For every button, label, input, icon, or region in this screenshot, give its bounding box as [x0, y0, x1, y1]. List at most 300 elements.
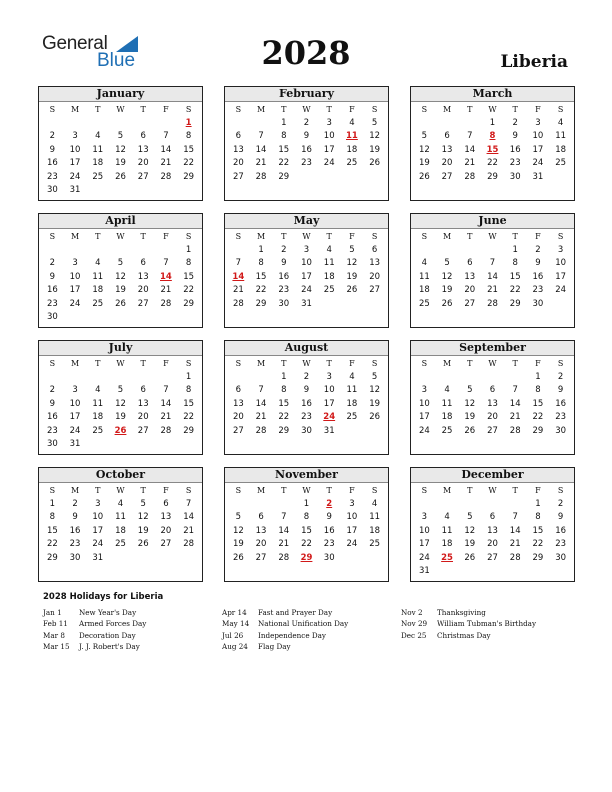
empty-cell: [227, 438, 250, 452]
weekday-label: S: [371, 232, 378, 241]
empty-cell: [363, 184, 386, 198]
day-cell: 29: [532, 552, 544, 563]
day-cell: 25: [346, 412, 358, 422]
empty-cell: [155, 438, 178, 452]
day-cell: 22: [183, 285, 195, 295]
day-cell: 31: [301, 298, 312, 309]
day-cell: 13: [137, 271, 149, 282]
weekday-label: W: [116, 105, 125, 114]
day-cell: 22: [487, 158, 498, 168]
empty-cell: [86, 438, 109, 452]
empty-cell: [436, 498, 459, 512]
weekday-label: S: [235, 105, 242, 114]
day-cell: 28: [160, 171, 172, 182]
empty-cell: [413, 438, 436, 452]
day-cell: 22: [509, 285, 521, 295]
day-cell: 11: [441, 398, 453, 409]
day-cell: 20: [137, 158, 149, 168]
weekday-label: M: [442, 105, 452, 114]
day-cell: 19: [115, 158, 126, 168]
day-cell: 21: [232, 285, 244, 295]
holiday-date: Dec 25: [401, 630, 427, 640]
month-days: [411, 483, 574, 581]
weekday-label: T: [512, 232, 518, 241]
day-cell: 23: [46, 425, 58, 436]
month-title: March: [411, 87, 574, 102]
day-cell: 16: [46, 285, 58, 295]
day-cell: 5: [117, 385, 124, 395]
day-cell: 18: [92, 412, 104, 422]
day-cell: 27: [137, 171, 149, 182]
day-cell: 11: [323, 258, 335, 268]
holiday-name: Decoration Day: [79, 630, 136, 640]
day-cell: 21: [464, 158, 476, 168]
weekday-label: M: [256, 232, 266, 241]
day-cell: 29: [183, 298, 195, 309]
holiday-name: Christmas Day: [437, 630, 491, 640]
day-cell: 23: [509, 158, 521, 168]
month-january: [38, 86, 203, 201]
day-cell: 19: [137, 525, 149, 536]
day-cell: 1: [281, 117, 287, 128]
empty-cell: [272, 184, 295, 198]
day-cell: 24: [346, 539, 358, 549]
month-days: [225, 229, 388, 327]
day-cell: 12: [418, 144, 430, 155]
weekday-label: W: [116, 486, 125, 495]
month-title: May: [225, 214, 388, 229]
empty-cell: [155, 371, 178, 385]
day-cell: 7: [281, 512, 287, 522]
day-cell: 17: [346, 525, 358, 536]
day-cell: 10: [418, 398, 430, 409]
day-cell: 24: [69, 298, 81, 309]
weekday-label: S: [371, 105, 378, 114]
day-cell: 6: [489, 385, 496, 395]
month-title: August: [225, 341, 388, 356]
empty-cell: [132, 244, 155, 258]
day-cell: 12: [115, 398, 126, 409]
day-cell: 6: [235, 385, 242, 395]
day-cell: 21: [487, 285, 498, 295]
day-cell: 7: [512, 512, 518, 522]
day-cell: 24: [418, 552, 430, 563]
empty-cell: [132, 117, 155, 131]
day-cell: 10: [418, 525, 430, 536]
weekday-label: F: [535, 105, 541, 114]
weekday-label: T: [326, 359, 332, 368]
month-april: [38, 213, 203, 328]
day-cell: 19: [418, 158, 430, 168]
empty-cell: [250, 184, 273, 198]
day-cell: 18: [418, 285, 430, 295]
day-cell: 10: [69, 271, 81, 282]
day-cell: 31: [323, 425, 335, 436]
month-title: December: [411, 468, 574, 483]
empty-cell: [527, 184, 550, 198]
day-cell: 4: [326, 244, 332, 255]
empty-cell: [481, 565, 504, 579]
day-cell: 31: [69, 439, 81, 449]
weekday-label: T: [467, 232, 473, 241]
weekday-label: T: [281, 105, 287, 114]
day-cell: 29: [46, 552, 58, 563]
empty-cell: [413, 117, 436, 131]
day-cell: 18: [115, 525, 126, 536]
day-cell: 9: [535, 258, 541, 268]
day-cell: 1: [535, 498, 541, 509]
day-cell: 1: [535, 371, 541, 382]
empty-cell: [436, 184, 459, 198]
holiday-item: [43, 607, 146, 618]
day-cell: 14: [278, 525, 290, 536]
empty-cell: [318, 298, 341, 312]
day-cell: 3: [535, 117, 541, 128]
empty-cell: [504, 498, 527, 512]
holiday-item: [43, 618, 146, 629]
day-cell: 21: [183, 525, 195, 536]
day-cell: 27: [369, 285, 381, 295]
day-cell: 9: [281, 258, 287, 268]
holiday-day-cell: 25: [441, 552, 453, 563]
weekday-label: M: [442, 486, 452, 495]
empty-cell: [527, 438, 550, 452]
day-cell: 26: [232, 552, 244, 563]
holiday-item: [401, 607, 536, 618]
day-cell: 8: [258, 258, 264, 268]
day-cell: 29: [278, 171, 290, 182]
day-cell: 20: [137, 412, 149, 422]
day-cell: 23: [555, 539, 567, 549]
day-cell: 26: [346, 285, 358, 295]
month-days: [225, 102, 388, 200]
day-cell: 22: [532, 412, 544, 422]
day-cell: 8: [303, 512, 310, 522]
day-cell: 17: [418, 539, 430, 549]
day-cell: 29: [532, 425, 544, 436]
day-cell: 30: [555, 552, 567, 563]
empty-cell: [318, 565, 341, 579]
day-cell: 22: [278, 412, 290, 422]
month-days: [225, 483, 388, 581]
empty-cell: [109, 244, 132, 258]
weekday-label: S: [557, 359, 564, 368]
empty-cell: [341, 425, 364, 439]
day-cell: 14: [183, 512, 195, 522]
holiday-date: Mar 15: [43, 641, 70, 651]
day-cell: 21: [509, 539, 521, 549]
weekday-label: T: [512, 486, 518, 495]
day-cell: 10: [532, 131, 544, 141]
weekday-label: S: [557, 486, 564, 495]
weekday-label: T: [95, 486, 101, 495]
day-cell: 20: [232, 412, 244, 422]
day-cell: 11: [92, 144, 104, 155]
day-cell: 6: [163, 498, 169, 509]
day-cell: 5: [349, 244, 355, 255]
empty-cell: [250, 371, 273, 385]
holiday-day-cell: 2: [326, 498, 333, 509]
day-cell: 18: [92, 285, 104, 295]
day-cell: 23: [323, 539, 335, 549]
day-cell: 24: [323, 158, 335, 168]
day-cell: 7: [163, 385, 169, 395]
logo-text-blue: Blue: [97, 50, 136, 71]
day-cell: 3: [349, 498, 355, 509]
day-cell: 2: [49, 385, 56, 395]
weekday-label: T: [140, 486, 146, 495]
empty-cell: [341, 311, 364, 325]
day-cell: 25: [418, 298, 430, 309]
holiday-date: Nov 29: [401, 619, 428, 629]
day-cell: 10: [346, 512, 358, 522]
month-days: [411, 229, 574, 327]
empty-cell: [227, 565, 250, 579]
empty-cell: [295, 171, 318, 185]
day-cell: 24: [418, 425, 430, 436]
empty-cell: [155, 311, 178, 325]
holidays-column: [43, 607, 146, 652]
day-cell: 12: [464, 398, 476, 409]
day-cell: 3: [72, 258, 78, 268]
weekday-label: T: [467, 486, 473, 495]
day-cell: 28: [232, 298, 244, 309]
weekday-label: M: [70, 232, 80, 241]
weekday-label: T: [326, 486, 332, 495]
weekday-label: M: [256, 486, 266, 495]
month-days: [39, 229, 202, 327]
day-cell: 20: [487, 412, 498, 422]
empty-cell: [177, 565, 200, 579]
day-cell: 13: [137, 144, 149, 155]
day-cell: 6: [467, 258, 473, 268]
empty-cell: [363, 298, 386, 312]
empty-cell: [481, 311, 504, 325]
day-cell: 30: [46, 439, 58, 449]
day-cell: 1: [303, 498, 310, 509]
day-cell: 16: [46, 158, 58, 168]
day-cell: 21: [509, 412, 521, 422]
day-cell: 10: [301, 258, 312, 268]
day-cell: 6: [140, 131, 146, 141]
month-june: [410, 213, 575, 328]
empty-cell: [64, 117, 87, 131]
day-cell: 24: [301, 285, 312, 295]
empty-cell: [481, 438, 504, 452]
day-cell: 8: [535, 512, 541, 522]
day-cell: 13: [232, 144, 244, 155]
empty-cell: [363, 438, 386, 452]
day-cell: 17: [323, 144, 335, 155]
day-cell: 28: [160, 425, 172, 436]
month-title: October: [39, 468, 202, 483]
weekday-label: T: [326, 232, 332, 241]
holiday-name: William Tubman's Birthday: [437, 619, 537, 629]
year-title: 2028: [261, 34, 351, 72]
holiday-date: May 14: [222, 619, 250, 629]
month-july: [38, 340, 203, 455]
holiday-item: [222, 641, 348, 652]
weekday-label: S: [49, 232, 56, 241]
day-cell: 20: [232, 158, 244, 168]
empty-cell: [413, 311, 436, 325]
empty-cell: [341, 171, 364, 185]
day-cell: 17: [69, 158, 81, 168]
day-cell: 24: [532, 158, 544, 168]
day-cell: 28: [464, 171, 476, 182]
day-cell: 22: [183, 412, 195, 422]
empty-cell: [132, 552, 155, 566]
day-cell: 29: [183, 171, 195, 182]
day-cell: 6: [235, 131, 242, 141]
day-cell: 6: [140, 385, 146, 395]
empty-cell: [413, 498, 436, 512]
weekday-label: S: [235, 486, 242, 495]
day-cell: 26: [137, 539, 149, 549]
day-cell: 21: [160, 158, 172, 168]
day-cell: 3: [557, 244, 564, 255]
day-cell: 25: [555, 158, 567, 168]
day-cell: 16: [46, 412, 58, 422]
empty-cell: [318, 438, 341, 452]
day-cell: 12: [232, 525, 244, 536]
day-cell: 31: [92, 552, 104, 563]
weekday-label: W: [488, 486, 497, 495]
empty-cell: [413, 184, 436, 198]
day-cell: 14: [487, 271, 498, 282]
holiday-item: [222, 607, 348, 618]
day-cell: 8: [49, 512, 56, 522]
holiday-day-cell: 29: [300, 552, 313, 563]
day-cell: 17: [69, 412, 81, 422]
weekday-label: S: [421, 359, 428, 368]
day-cell: 4: [349, 371, 355, 382]
day-cell: 18: [346, 398, 358, 409]
weekday-label: S: [421, 105, 428, 114]
weekday-label: F: [163, 232, 169, 241]
day-cell: 7: [163, 258, 169, 268]
day-cell: 13: [137, 398, 149, 409]
day-cell: 29: [183, 425, 195, 436]
day-cell: 26: [418, 171, 430, 182]
empty-cell: [86, 117, 109, 131]
day-cell: 8: [512, 258, 518, 268]
empty-cell: [527, 311, 550, 325]
day-cell: 8: [185, 258, 192, 268]
empty-cell: [132, 438, 155, 452]
month-title: July: [39, 341, 202, 356]
empty-cell: [64, 371, 87, 385]
holiday-date: Feb 11: [43, 619, 68, 629]
weekday-label: T: [326, 105, 332, 114]
empty-cell: [341, 184, 364, 198]
day-cell: 20: [137, 285, 149, 295]
day-cell: 9: [303, 131, 310, 141]
day-cell: 9: [326, 512, 332, 522]
day-cell: 4: [117, 498, 124, 509]
weekday-label: S: [421, 232, 428, 241]
day-cell: 9: [557, 512, 564, 522]
day-cell: 22: [301, 539, 312, 549]
day-cell: 20: [441, 158, 453, 168]
day-cell: 6: [489, 512, 496, 522]
empty-cell: [436, 565, 459, 579]
holiday-day-cell: 1: [185, 117, 192, 128]
day-cell: 30: [532, 298, 544, 309]
day-cell: 20: [369, 271, 381, 282]
empty-cell: [436, 371, 459, 385]
day-cell: 28: [278, 552, 290, 563]
day-cell: 15: [278, 398, 290, 409]
weekday-label: T: [467, 105, 473, 114]
holiday-date: Apr 14: [222, 608, 247, 617]
empty-cell: [227, 311, 250, 325]
day-cell: 13: [160, 512, 172, 522]
day-cell: 20: [160, 525, 172, 536]
weekday-label: F: [535, 232, 541, 241]
empty-cell: [155, 565, 178, 579]
day-cell: 22: [46, 539, 58, 549]
day-cell: 27: [160, 539, 172, 549]
empty-cell: [64, 244, 87, 258]
day-cell: 27: [232, 171, 244, 182]
day-cell: 8: [185, 131, 192, 141]
day-cell: 5: [371, 371, 378, 382]
day-cell: 16: [301, 398, 312, 409]
month-august: [224, 340, 389, 455]
empty-cell: [109, 552, 132, 566]
day-cell: 25: [115, 539, 126, 549]
day-cell: 23: [278, 285, 290, 295]
day-cell: 2: [303, 371, 310, 382]
day-cell: 26: [369, 158, 381, 168]
day-cell: 2: [512, 117, 518, 128]
day-cell: 1: [489, 117, 496, 128]
empty-cell: [227, 184, 250, 198]
empty-cell: [318, 311, 341, 325]
empty-cell: [41, 371, 64, 385]
day-cell: 9: [49, 144, 56, 155]
day-cell: 28: [255, 171, 267, 182]
day-cell: 7: [235, 258, 242, 268]
day-cell: 8: [281, 385, 287, 395]
empty-cell: [132, 311, 155, 325]
empty-cell: [272, 498, 295, 512]
day-cell: 19: [115, 412, 126, 422]
weekday-label: W: [116, 232, 125, 241]
day-cell: 23: [301, 412, 312, 422]
day-cell: 11: [346, 385, 358, 395]
day-cell: 3: [421, 385, 428, 395]
weekday-label: W: [488, 232, 497, 241]
day-cell: 11: [369, 512, 381, 522]
day-cell: 7: [258, 385, 264, 395]
day-cell: 4: [421, 258, 428, 268]
weekday-label: W: [302, 105, 311, 114]
weekday-label: S: [49, 359, 56, 368]
day-cell: 13: [464, 271, 476, 282]
day-cell: 18: [441, 412, 453, 422]
day-cell: 16: [509, 144, 521, 155]
day-cell: 24: [69, 171, 81, 182]
day-cell: 12: [369, 131, 381, 141]
weekday-label: F: [535, 359, 541, 368]
day-cell: 19: [115, 285, 126, 295]
weekday-label: S: [185, 232, 192, 241]
empty-cell: [363, 552, 386, 566]
day-cell: 30: [555, 425, 567, 436]
weekday-label: T: [140, 105, 146, 114]
